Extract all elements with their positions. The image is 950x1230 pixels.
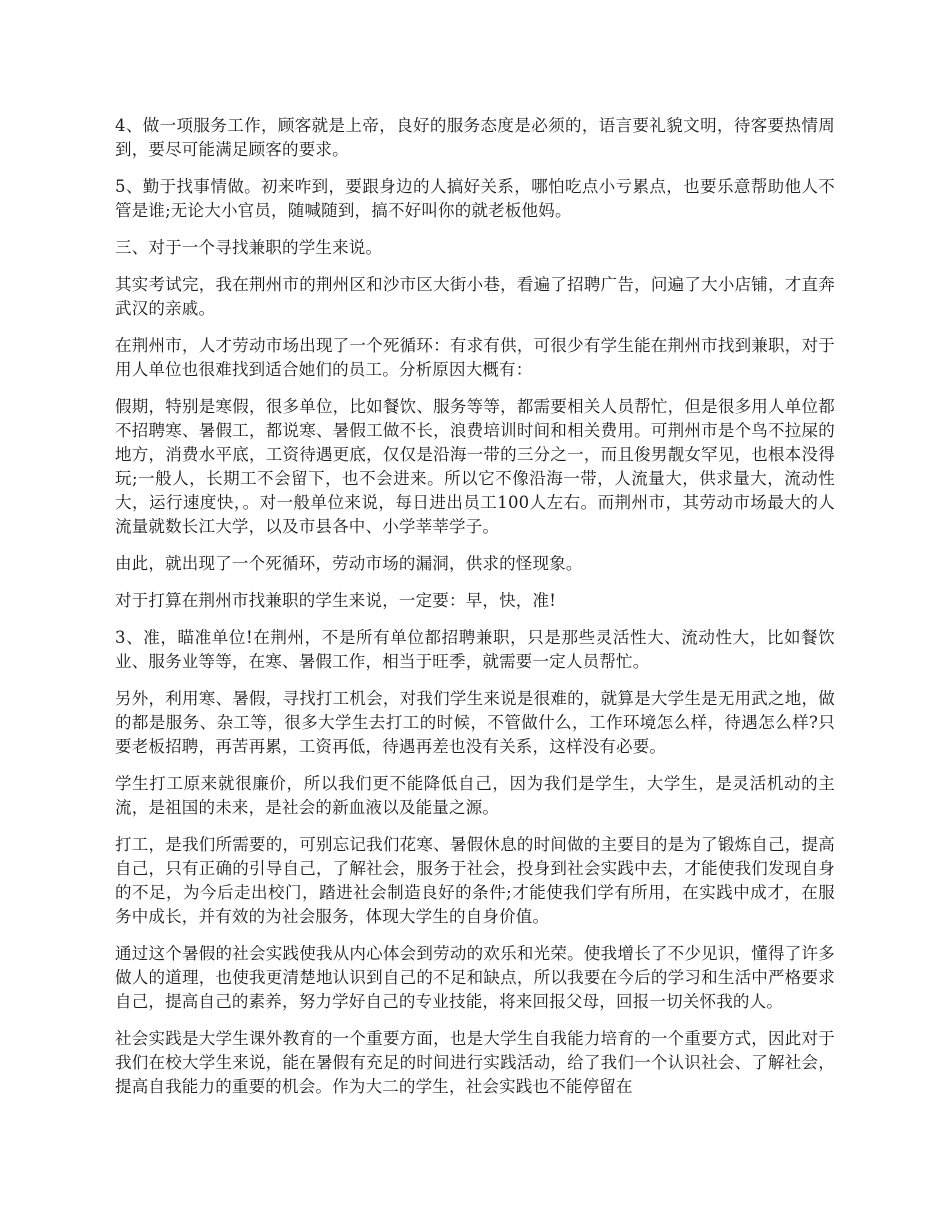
paragraph-10: 另外，利用寒、暑假，寻找打工机会，对我们学生来说是很难的，就算是大学生是无用武之地，做的都是服务、杂工等，很多大学生去打工的时候，不管做什么，工作环境怎么样，待遇怎么样?只要老板招聘，再苦再累，工资再低，待遇再差也没有关系，这样没有必要。: [115, 689, 835, 756]
section-heading: 三、对于一个寻找兼职的学生来说。: [115, 238, 383, 257]
paragraph-4: 其实考试完，我在荆州市的荆州区和沙市区大街小巷，看遍了招聘广告，问遍了大小店铺，才直奔武汉的亲戚。: [115, 275, 835, 318]
paragraph-1: 4、做一项服务工作，顾客就是上帝，良好的服务态度是必须的，语言要礼貌文明，待客要热情周到，要尽可能满足顾客的要求。: [115, 116, 835, 159]
paragraph-9: 3、准，瞄准单位!在荆州，不是所有单位都招聘兼职，只是那些灵活性大、流动性大，比如餐饮业、服务业等等，在寒、暑假工作，相当于旺季，就需要一定人员帮忙。: [115, 628, 835, 671]
document-body: [115, 114, 835, 1112]
paragraph-5: 在荆州市，人才劳动市场出现了一个死循环：有求有供，可很少有学生能在荆州市找到兼职，对于用人单位也很难找到适合她们的员工。分析原因大概有：: [115, 336, 835, 379]
paragraph-8: 对于打算在荆州市找兼职的学生来说，一定要：早，快，准!: [115, 591, 557, 610]
paragraph-11: 学生打工原来就很廉价，所以我们更不能降低自己，因为我们是学生，大学生，是灵活机动的主流，是祖国的未来，是社会的新血液以及能量之源。: [115, 774, 835, 817]
paragraph-2: 5、勤于找事情做。初来咋到，要跟身边的人搞好关系，哪怕吃点小亏累点，也要乐意帮助他人不管是谁;无论大小官员，随喊随到，搞不好叫你的就老板他妈。: [115, 177, 835, 220]
paragraph-6: 假期，特别是寒假，很多单位，比如餐饮、服务等等，都需要相关人员帮忙，但是很多用人单位都不招聘寒、暑假工，都说寒、暑假工做不长，浪费培训时间和相关费用。可荆州市是个鸟不拉屎的地方，消费水平底，工资待遇更底，仅仅是沿海一带的三分之一，而且俊男靓女罕见，也根本没得玩;一般人，长期工不会留下，也不会进来。所以它不像沿海一带，人流量大，供求量大，流动性大，运行速度快，。对一般单位来说，每日进出员工100人左右。而荆州市，其劳动市场最大的人流量就数长江大学，以及市县各中、小学莘莘学子。: [115, 397, 835, 536]
paragraph-13: 通过这个暑假的社会实践使我从内心体会到劳动的欢乐和光荣。使我增长了不少见识，懂得了许多做人的道理，也使我更清楚地认识到自己的不足和缺点，所以我要在今后的学习和生活中严格要求自己，提高自己的素养，努力学好自己的专业技能，将来回报父母，回报一切关怀我的人。: [115, 944, 835, 1011]
paragraph-12: 打工，是我们所需要的，可别忘记我们花寒、暑假休息的时间做的主要目的是为了锻炼自己，提高自己，只有正确的引导自己，了解社会，服务于社会，投身到社会实践中去，才能使我们发现自身的不足，为今后走出校门，踏进社会制造良好的条件;才能使我们学有所用，在实践中成才，在服务中成长，并有效的为社会服务，体现大学生的自身价值。: [115, 835, 835, 926]
paragraph-7: 由此，就出现了一个死循环，劳动市场的漏洞，供求的怪现象。: [115, 554, 583, 573]
paragraph-14: 社会实践是大学生课外教育的一个重要方面，也是大学生自我能力培育的一个重要方式，因此对于我们在校大学生来说，能在暑假有充足的时间进行实践活动，给了我们一个认识社会、了解社会，提高自我能力的重要的机会。作为大二的学生，社会实践也不能停留在: [115, 1029, 835, 1096]
